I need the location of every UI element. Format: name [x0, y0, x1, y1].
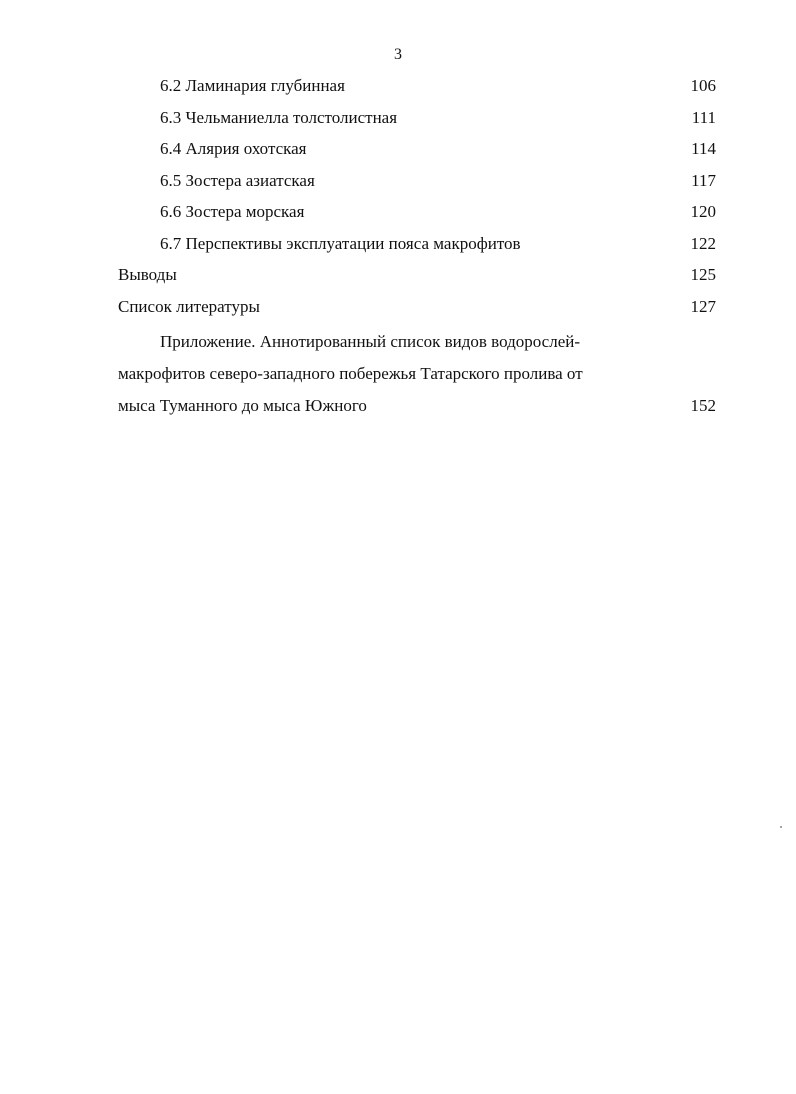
toc-entry-label: Список литературы [118, 296, 260, 316]
toc-entry-label: 6.5 Зостера азиатская [160, 170, 315, 190]
toc-entry-page: 111 [691, 107, 716, 127]
toc-entry-page: 125 [690, 265, 716, 284]
toc-entry-6-5[interactable] [118, 165, 716, 197]
toc-entry-6-6[interactable] [118, 196, 716, 228]
toc-entry-page: 114 [691, 139, 716, 158]
appendix-line-3 [118, 390, 716, 422]
toc-entry-label: Выводы [118, 265, 177, 284]
appendix-line-3-text: мыса Туманного до мыса Южного [118, 396, 367, 415]
toc-entry-6-4[interactable] [118, 133, 716, 165]
appendix-line-2: макрофитов северо-западного побережья Татарского пролива от [118, 364, 583, 383]
toc-entry-label: 6.3 Чельманиелла толстолистная [160, 107, 398, 127]
toc-entry-page: 106 [690, 76, 716, 95]
toc-entry-page: 127 [690, 296, 716, 316]
toc-entry-label: 6.4 Алярия охотская [160, 139, 307, 158]
toc-entry-page: 122 [690, 233, 716, 253]
toc-entry-label: 6.2 Ламинария глубинная [160, 76, 345, 95]
toc-entry-6-3[interactable] [118, 102, 716, 134]
toc-entry-6-7[interactable] [118, 228, 716, 260]
toc-entry-6-2[interactable] [118, 70, 716, 102]
toc-entry-page: 120 [690, 202, 716, 221]
toc-entry-label: 6.6 Зостера морская [160, 202, 305, 221]
toc-entry-page: 117 [691, 170, 716, 190]
toc-entry-conclusions[interactable] [118, 259, 716, 291]
page-number: 3 [394, 46, 402, 63]
appendix-line-1: Приложение. Аннотированный список видов водорослей- [160, 332, 581, 351]
toc-entry-label: 6.7 Перспективы эксплуатации пояса макрофитов [160, 233, 521, 253]
scan-speck [780, 826, 782, 828]
toc-entry-appendix[interactable] [118, 326, 716, 422]
toc-entry-references[interactable] [118, 291, 716, 323]
toc-entry-page: 152 [690, 396, 716, 415]
table-of-contents [118, 70, 716, 422]
